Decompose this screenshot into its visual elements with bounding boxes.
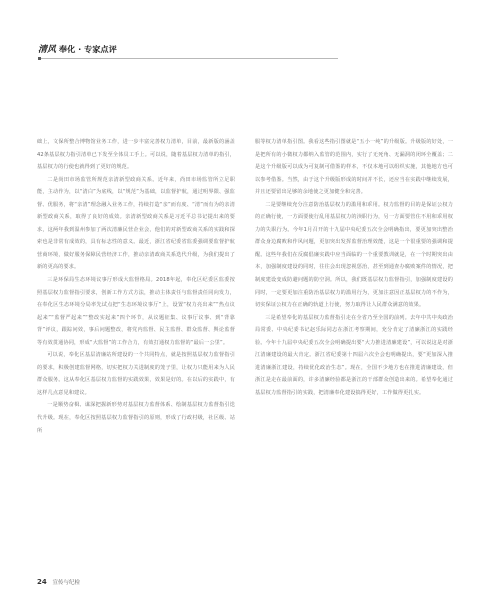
- page-number: 24: [37, 578, 47, 586]
- header-divider-marker: [38, 57, 41, 60]
- paragraph: 二是要继续充分注意防治基层权力的滥用和乖用。权力监督的目的是保证公权力的正确行使，一方面要使行乱用基层权力的渎职行为，另一方面要管住不用和乖用权力的失职行为。今年1月召开的十九届中央纪委五次全会明确指出，要更加突出整治群众身边腐败和作风问题，更加突出发挥监督治理效能，这是一个很重要的强调和提醒。这些年我们在反腐倡廉实践中应当面临的一个重要教训就是，在一个时期突出由本，加强制度建设的同时，往往会出现忽视惩治，甚至到通查办腐败案件的情况，把制度建设变成防避问题的防空洞。所以，我们既基层权力监督指引，加强制度建设的同时，一定要更加注重防治基层权力的滥用行为，更加注意因正基层权力的不作为，切实保证公权力在正确的轨道上行使，努力取得让人民群众满意的效果。: [255, 201, 453, 309]
- paragraph: 二是尚田市场监管所规范亲清新型政商关系。近年来，尚田市场监管所立足职能，主动作为，以“清白”为底线，以“规范”为基础，以监督护航，通过明界限、强监督、优服务，将“亲清”理念融入业务工作，持续打造“亲”而有度、“清”而有为的亲清新型政商关系，取得了良好的成效。亲清新型政商关系是习近平总书记提出来的要求，这两年我到温州参加了两次清廉民营企业会，他们的对新型政商关系的实践和探索也是非常有成效的，具有标志性的意义。最近，浙江省纪委省监委强调要监督护航营商环境，做好服务保障民营经济工作，推动亲清政商关系迭代升级，为我们提出了新的更高的要求。: [37, 176, 235, 271]
- section-title: 奉化 · 专家点评: [58, 44, 117, 54]
- journal-brand: 清风: [38, 45, 57, 55]
- journal-name: 宣传与纪检: [52, 580, 81, 586]
- paragraph: 三是希望奉化的基层权力监督指引走在全省乃至全国的前列。去年中共中央政治局常委、中央纪委书记赵乐际同志在浙江考察期间，充分肯定了清廉浙江的实践经验。今年十九届中央纪委五次全会明确提出要“大力推进清廉建设”，可以说这是对浙江清廉建设的最大肯定。浙江省纪委第十四届六次全会也明确提出，要“更加深入推进清廉浙江建设，持续优化政治生态”。现在，全国不少地方也在推进清廉建设，但浙江是走在最前面的，许多清廉经验都是浙江的干部群众创造出来的。希望奉化通过基层权力监督指引的实践，把清廉奉化建设搞得更好，工作做得更扎实。: [255, 314, 453, 396]
- paragraph: 服等权力清单指引图。我看这些指引图就是“五小一纯”的升级版。升级版的好处，一是把所有的小微权力都纳入监管的范围内，实行了无死角、无漏洞的闭环全覆盖；二是这个升级版可以成为可复制可借鉴的样本，不仅本地可以组织实施，其他地方也可以参考借鉴。当然，由于这个升级版形成的时间并不长，还应当在实践中继续发展，并且还要留出足够的余地使之更加健全和完善。: [255, 139, 453, 196]
- paragraph: 三是环保局生态环境议事厅形成大监督格局。2018年起，奉化区纪委区监委按照基层权力监督指引要求，创新工作方式方法，推动主体责任与监督责任同向发力，在奉化区生态环境分局率先试点把“生态环境议事厅”上，设置“权力亮出来”“热点议起来”“监督严起来”“整改实起来”四个环节，从议题征集、议事厅议事、到“背靠背”评议，跟踪问效，事后问题整改，将党内监督、民主监督、群众监督、舆论监督等有效贯通协同，形成“大监督”的工作合力，有效打通权力监督的“最后一公里”。: [37, 277, 235, 346]
- page-footer: [37, 578, 80, 586]
- right-column: [255, 136, 453, 399]
- header-divider: [38, 58, 338, 59]
- paragraph: 础上，文保所整合博物馆业务工作，进一步丰富完善权力清单，目前，最新版的涵盖42条基层权力指引清单已下发至全体员工手上。可以说，随着基层权力清单的指引，基层权力的行使也就得到了更好的规范。: [37, 139, 235, 171]
- paragraph: 一是顺势奋楫、谋深把握新形势对基层权力监督体系、绘制基层权力监督指引迭代升级。现在，奉化区按照基层权力监督指引的原则，形成了行政村级，社区级、站所: [37, 402, 235, 434]
- left-column: [37, 136, 235, 437]
- section-header: [38, 42, 117, 55]
- paragraph: 可以说，奉化区基层清廉站所建设的一个共同特点，就是按照基层权力监督指引的要求，积极创建监督网格，切实把权力关进制度的笼子里，让权力只能用来为人民群众服务。这从奉化区基层权力监督的实践效果，效果是好的。在以后的实践中，有这样几点意见和建议。: [37, 352, 235, 396]
